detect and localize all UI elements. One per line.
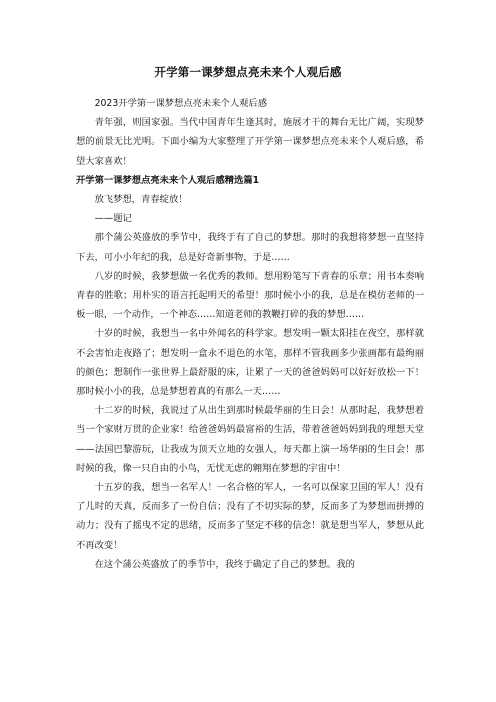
body-paragraph: 十岁的时候，我想当一名中外闻名的科学家。想发明一颗太阳挂在夜空，那样就不会害怕走夜路了；想发明一盒永不退色的水笔，那样不管我画多少张画都有最绚丽的颜色；想制作一张世界上最舒服的床，让累了一天的爸爸妈妈可以好好放松一下！那时候小小的我，总是梦想着真的有那么一天…… bbox=[76, 328, 424, 398]
motto-line: 放飞梦想，青春绽放！ bbox=[94, 194, 188, 206]
body-paragraph: 十五岁的我，想当一名军人！一名合格的军人，一名可以保家卫国的军人！没有了儿时的天真，反而多了一份自信；没有了不切实际的梦，反而多了为梦想而拼搏的动力；没有了摇曳不定的思绪，反而多了坚定不移的信念！就是想当军人，梦想从此不再改变！ bbox=[76, 482, 424, 551]
body-paragraph: 那个蒲公英盛放的季节中，我终于有了自己的梦想。那时的我想将梦想一直坚持下去，可小小年纪的我，总是好奇新事物，于是…… bbox=[76, 232, 424, 263]
body-paragraph: 八岁的时候，我梦想做一名优秀的教师。想用粉笔写下青春的乐章；用书本奏响青春的胜歌；用朴实的语言托起明天的希望！那时候小小的我，总是在模仿老师的一板一眼，一个动作，一个神态……知道老师的教鞭打碎的我的梦想…… bbox=[76, 270, 424, 321]
document-body bbox=[76, 94, 424, 574]
intro-paragraph: 青年强，则国家强。当代中国青年生逢其时，施展才干的舞台无比广阔，实现梦想的前景无比光明。下面小编为大家整理了开学第一课梦想点亮未来个人观后感，希望大家喜欢！ bbox=[76, 117, 424, 167]
body-paragraph: 在这个蒲公英盛放了的季节中，我终于确定了自己的梦想。我的 bbox=[94, 558, 355, 570]
section-heading: 开学第一课梦想点亮未来个人观后感精选篇1 bbox=[76, 174, 260, 186]
subtitle-paragraph: 2023开学第一课梦想点亮未来个人观后感 bbox=[94, 98, 268, 109]
body-paragraph: 十二岁的时候，我说过了从出生到那时候最华丽的生日会！从那时起，我梦想着当一个家财万贯的企业家！给爸爸妈妈最富裕的生活，带着爸爸妈妈到我的理想天堂——法国巴黎游玩，让我成为顶天立地的女强人，每天都上演一场华丽的生日会！那时候的我，像一只自由的小鸟，无忧无虑的翱翔在梦想的宇宙中！ bbox=[76, 405, 424, 474]
epigraph-label: ——题记 bbox=[94, 213, 132, 225]
document-title: 开学第一课梦想点亮未来个人观后感 bbox=[154, 65, 342, 79]
